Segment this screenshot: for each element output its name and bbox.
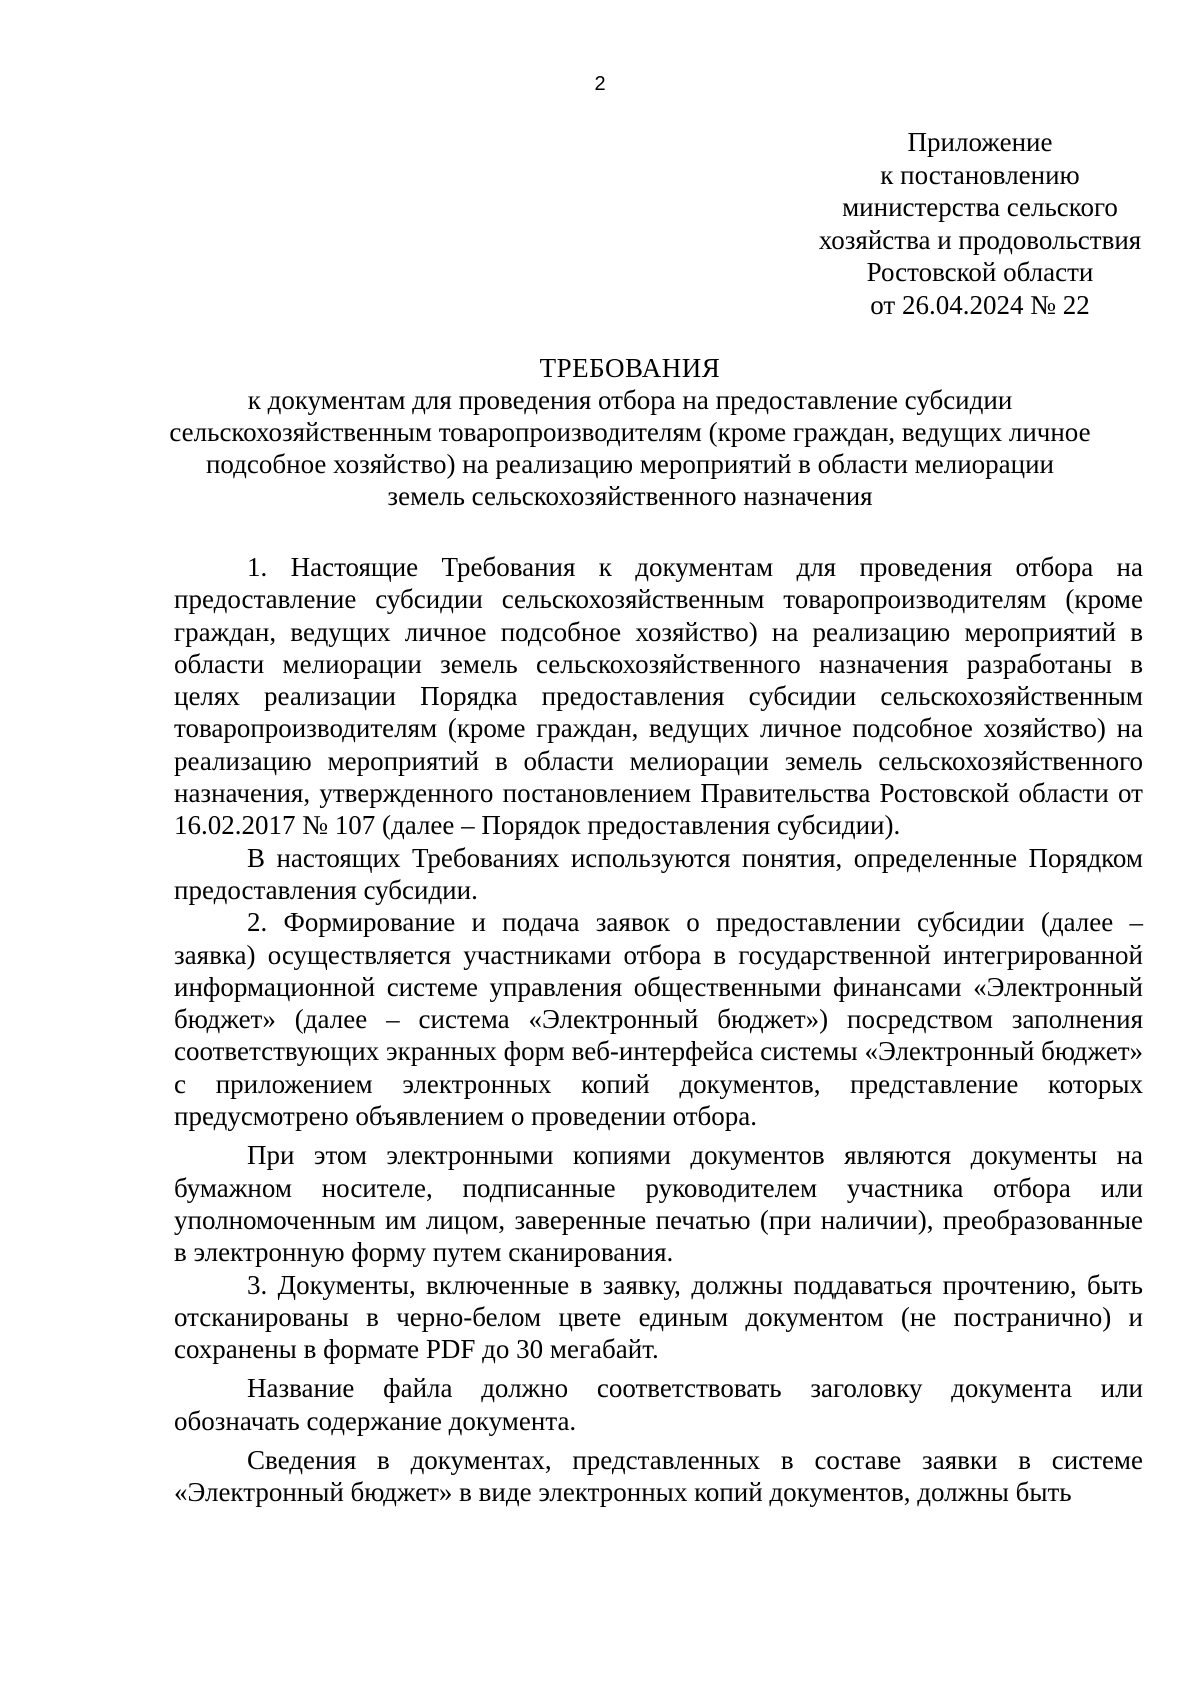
paragraph-3: 3. Документы, включенные в заявку, должны поддаваться прочтению, быть отсканированы в черно-белом цвете единым документом (не постранично) и сохранены в формате PDF до 30 мегабайт. [174, 1269, 1143, 1365]
document-subtitle-line: земель сельскохозяйственного назначения [387, 481, 873, 511]
paragraph-2-note: При этом электронными копиями документов являются документы на бумажном носителе, подписанные руководителем участника отбора или уполномоченным им лицом, заверенные печатью (при наличии), преобразованные в электронную форму путем сканирования. [174, 1140, 1143, 1268]
appendix-line: хозяйства и продовольствия [818, 224, 1142, 255]
document-title-block [150, 352, 1110, 512]
document-subtitle-line: сельскохозяйственным товаропроизводителям (кроме граждан, ведущих личное [169, 417, 1091, 447]
document-subtitle-line: подсобное хозяйство) на реализацию мероприятий в области мелиорации [205, 449, 1054, 479]
paragraph-3-details: Сведения в документах, представленных в составе заявки в системе «Электронный бюджет» в виде электронных копий документов, должны быть [174, 1445, 1143, 1508]
appendix-note [780, 126, 1180, 321]
document-subtitle-line: к документам для проведения отбора на предоставление субсидии [247, 385, 1013, 415]
paragraph-2: 2. Формирование и подача заявок о предоставлении субсидии (далее – заявка) осуществляется участниками отбора в государственной интегрированной информационной системе управления общественными финансами «Электронный бюджет» (далее – система «Электронный бюджет») посредством заполнения соответствующих экранных форм веб-интерфейса системы «Электронный бюджет» с приложением электронных копий документов, представление которых предусмотрено объявлением о проведении отбора. [174, 907, 1143, 1132]
appendix-line: от 26.04.2024 № 22 [870, 289, 1090, 320]
document-title: ТРЕБОВАНИЯ [539, 353, 721, 383]
document-body [174, 551, 1143, 1509]
paragraph-3-filename: Название файла должно соответствовать заголовку документа или обозначать содержание документа. [174, 1373, 1143, 1436]
paragraph-1-note: В настоящих Требованиях используются понятия, определенные Порядком предоставления субсидии. [174, 842, 1143, 905]
appendix-line: к постановлению [880, 159, 1080, 190]
appendix-line: Приложение [907, 127, 1053, 157]
appendix-line: Ростовской области [866, 257, 1094, 287]
page-number: 2 [594, 73, 606, 95]
paragraph-1: 1. Настоящие Требования к документам для проведения отбора на предоставление субсидии сельскохозяйственным товаропроизводителям (кроме граждан, ведущих личное подсобное хозяйство) на реализацию мероприятий в области мелиорации земель сельскохозяйственного назначения разработаны в целях реализации Порядка предоставления субсидии сельскохозяйственным товаропроизводителям (кроме граждан, ведущих личное подсобное хозяйство) на реализацию мероприятий в области мелиорации земель сельскохозяйственного назначения, утвержденного постановлением Правительства Ростовской области от 16.02.2017 № 107 (далее – Порядок предоставления субсидии). [174, 552, 1143, 841]
appendix-line: министерства сельского [842, 192, 1118, 222]
